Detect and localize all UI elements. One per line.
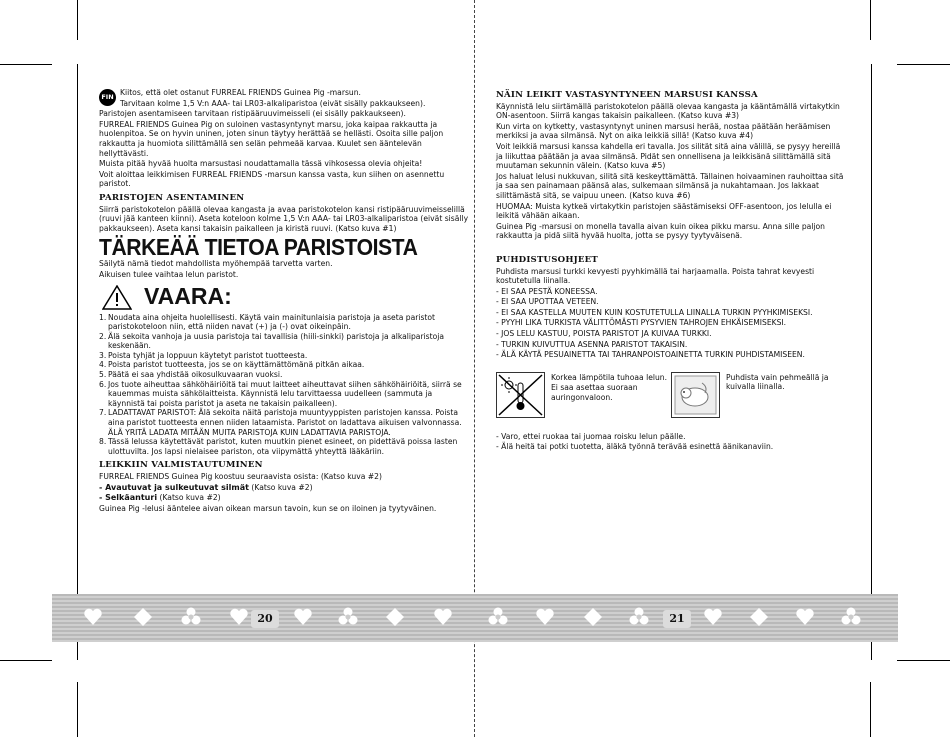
feature-line: - Selkäanturi (Katso kuva #2) [99,493,221,503]
crop-mark [870,682,871,737]
heart-icon [432,606,454,628]
crop-mark [0,64,52,65]
diamond-icon [748,606,770,628]
intro-lines [120,88,425,109]
symbol-text: Puhdista vain pehmeällä ja kuivalla liinalla. [726,372,829,392]
section-heading: PARISTOJEN ASENTAMINEN [99,192,245,203]
intro-text: Paristojen asentamiseen tarvitaan ristipääruuvimeisseli (ei sisälly pakkaukseen). [99,109,406,119]
intro-block [99,88,469,109]
flower-icon [840,606,862,628]
list-item: - EI SAA KASTELLA MUUTEN KUIN KOSTUTETULLA LIINALLA TURKIN PYYHKIMISEKSI. [496,307,813,317]
section-heading: LEIKKIIN VALMISTAUTUMINEN [99,460,263,471]
list-item: - JOS LELU KASTUU, POISTA PARISTOT JA KUIVAA TURKKI. [496,329,712,339]
symbol-caption [551,372,671,418]
list-item: 6. Jos tuote aiheuttaa sähköhäiriöitä tai muut laitteet aiheuttavat siihen sähköhäiriöitä, siirrä se kauemmas muista sähkölaitteista. Käynnistä lelu tarvittaessa uudelleen (sammuta ja käynnistä tai poista paristot ja aseta ne takaisin paikalleen). [99,379,462,408]
list-item: 8. Tässä lelussa käytettävät paristot, kuten muutkin pienet esineet, on pidettävä poissa lasten ulottuvilta. Jos lapsi nielaisee pariston, ota viipymättä yhteyttä lääkäriin. [99,437,458,456]
section-text: Guinea Pig -marsusi on monella tavalla aivan kuin oikea pikku marsu. Anna sille paljon rakkautta ja pidä siitä hyvää huolta, jotta se pysyy tyytyväisenä. [496,221,825,241]
left-page [77,64,474,660]
crop-mark [0,660,52,661]
crop-mark [897,660,950,661]
symbol-text: Ei saa asettaa suoraan auringonvaloon. [551,383,638,403]
note-text: - Älä heitä tai potki tuotetta, äläkä työnnä terävää esinettä äänikanaviin. [496,442,774,452]
section-text: Guinea Pig -lelusi ääntelee aivan oikean marsun tavoin, kun se on iloinen ja tyytyväinen. [99,503,437,513]
page-number: 21 [663,610,691,628]
symbol-text: Korkea lämpötila tuhoaa lelun. [551,372,668,382]
diamond-icon [384,606,406,628]
important-heading: TÄRKEÄÄ TIETOA PARISTOISTA [99,234,418,261]
cleaning-symbol [671,372,846,418]
section-text: Siirrä paristokotelon päällä olevaa kangasta ja avaa paristokotelon kansi ristipääruuvimeisselillä (ruuvi jää kanteen kiinni). Aseta koteloon kolme 1,5 V:n AAA- tai LR03-alkaliparistoa (eivät sisälly pakkaukseen). Aseta kansi takaisin paikalleen ja kiristä ruuvi. (Katso kuva #1) [99,204,469,233]
feature-line: - Avautuvat ja sulkeutuvat silmät (Katso kuva #2) [99,482,313,492]
section-heading: NÄIN LEIKIT VASTASYNTYNEEN MARSUSI KANSSA [496,90,758,100]
heart-icon [794,606,816,628]
care-symbols [496,372,846,418]
heart-icon [82,606,104,628]
right-content [496,91,846,453]
crop-mark [870,0,871,40]
section-text: Puhdista marsusi turkki kevyesti pyyhkimällä tai harjaamalla. Poista tahrat kevyesti kostutetulla liinalla. [496,266,815,286]
list-item: 7. LADATTAVAT PARISTOT: Älä sekoita näitä paristoja muuntyyppisten paristojen kanssa. Poista aina paristot tuotteesta ennen niiden lataamista. Paristot on ladattava aikuisen valvonnassa. ÄLÄ YRITÄ LADATA MITÄÄN MUITA PARISTOJA KUIN LADATTAVIA PARISTOJA. [99,408,462,437]
left-content [99,88,469,514]
diamond-icon [582,606,604,628]
crop-mark [77,0,78,40]
flower-icon [487,606,509,628]
heart-icon [702,606,724,628]
list-item: 3. Poista tyhjät ja loppuun käytetyt paristot tuotteesta. [99,350,308,360]
list-item: - TURKIN KUIVUTTUA ASENNA PARISTOT TAKAISIN. [496,339,688,349]
section-text: HUOMAA: Muista kytkeä virtakytkin paristojen säästämiseksi OFF-asentoon, jos lelulla ei leikitä vähään aikaan. [496,201,832,221]
intro-text: Tarvitaan kolme 1,5 V:n AAA- tai LR03-alkaliparistoa (eivät sisälly pakkaukseen). [120,98,426,108]
flower-icon [337,606,359,628]
section-text: Jos haluat lelusi nukkuvan, silitä sitä keskeyttämättä. Tällainen hoivaaminen rauhoittaa sitä ja saa sen painamaan päänsä alas, sulkemaan silmänsä ja nukahtamaan. Jos lakkaat silittämästä sitä, se vaipuu uneen. (Katso kuva #6) [496,171,844,200]
crop-mark [77,682,78,737]
heart-icon [534,606,556,628]
intro-text: Voit aloittaa leikkimisen FURREAL FRIENDS -marsun kanssa vasta, kun siihen on asennettu paristot. [99,169,445,189]
section-text: Säilytä nämä tiedot mahdollista myöhempää tarvetta varten. [99,259,333,269]
intro-text: FURREAL FRIENDS Guinea Pig on suloinen vastasyntynyt marsu, joka kaipaa rakkautta ja huolenpitoa. Se on hyvin uninen, joten sinun täytyy herättää se hellästi. Osoita sille paljon rakkautta ja huomiota silittämällä sen selän pehmeää karvaa. Kuulet sen ääntelevän hellyttävästi. [99,119,444,158]
page-number: 20 [251,610,279,628]
note-text: - Varo, ettei ruokaa tai juomaa roisku lelun päälle. [496,431,686,441]
section-text: FURREAL FRIENDS Guinea Pig koostuu seuraavista osista: (Katso kuva #2) [99,472,382,481]
heart-icon [292,606,314,628]
thermometer-sun-icon [496,372,545,418]
intro-text: Kiitos, että olet ostanut FURREAL FRIENDS Guinea Pig -marsun. [120,88,361,97]
section-text: Kun virta on kytketty, vastasyntynyt uninen marsusi herää, nostaa päätään heräämisen merkiksi ja avaa silmänsä. Nyt on aika leikkiä sillä! (Katso kuva #4) [496,121,831,141]
list-item: 1. Noudata aina ohjeita huolellisesti. Käytä vain mainitunlaisia paristoja ja aseta paristot paristokoteloon niin, että niiden navat (+) ja (-) ovat oikeinpäin. [99,312,436,332]
list-item: - EI SAA PESTÄ KONEESSA. [496,286,598,296]
list-item: - PYYHI LIKA TURKISTA VÄLITTÖMÄSTI PYSYVIEN TAHROJEN EHKÄISEMISEKSI. [496,318,787,328]
right-page [476,64,872,660]
section-heading: PUHDISTUSOHJEET [496,254,599,265]
section-text: Aikuisen tulee vaihtaa lelun paristot. [99,269,239,279]
fin-badge: FIN [99,89,116,106]
list-item: - ÄLÄ KÄYTÄ PESUAINETTA TAI TAHRANPOISTOAINETTA TURKIN PUHDISTAMISEEN. [496,350,805,360]
diamond-icon [132,606,154,628]
decorative-footer-band [52,594,898,642]
list-item: 4. Poista paristot tuotteesta, jos se on käyttämättömänä pitkän aikaa. [99,360,365,370]
symbol-caption [726,372,846,418]
heat-warning-symbol [496,372,671,418]
list-item: 2. Älä sekoita vanhoja ja uusia paristoja tai tavallisia (hiili-sinkki) paristoja ja alkaliparistoja keskenään. [99,331,445,351]
intro-text: Muista pitää hyvää huolta marsustasi noudattamalla tässä vihkosessa olevia ohjeita! [99,159,423,169]
list-item: 5. Päätä ei saa yhdistää oikosulkuvaaran vuoksi. [99,370,283,380]
warning-header [102,285,469,310]
warning-title: VAARA: [144,283,232,310]
guinea-pig-cloth-icon [671,372,720,418]
warning-list [99,313,469,457]
flower-icon [628,606,650,628]
crop-mark [897,64,950,65]
section-text: Voit leikkiä marsusi kanssa kahdella eri tavalla. Jos silität sitä aina välillä, se pysyy hereillä ja liikuttaa päätään ja avaa silmänsä. Pidät sen onnellisena ja leikkisänä silittämällä sitä muutaman sekunnin välein. (Katso kuva #5) [496,141,841,171]
section-text: Käynnistä lelu siirtämällä paristokotelon päällä olevaa kangasta ja kääntämällä virtakytkin ON-asentoon. Siirrä kangas takaisin paikalleen. (Katso kuva #3) [496,101,840,121]
warning-triangle-icon [102,285,132,310]
flower-icon [180,606,202,628]
list-item: - EI SAA UPOTTAA VETEEN. [496,297,599,307]
heart-icon [228,606,250,628]
